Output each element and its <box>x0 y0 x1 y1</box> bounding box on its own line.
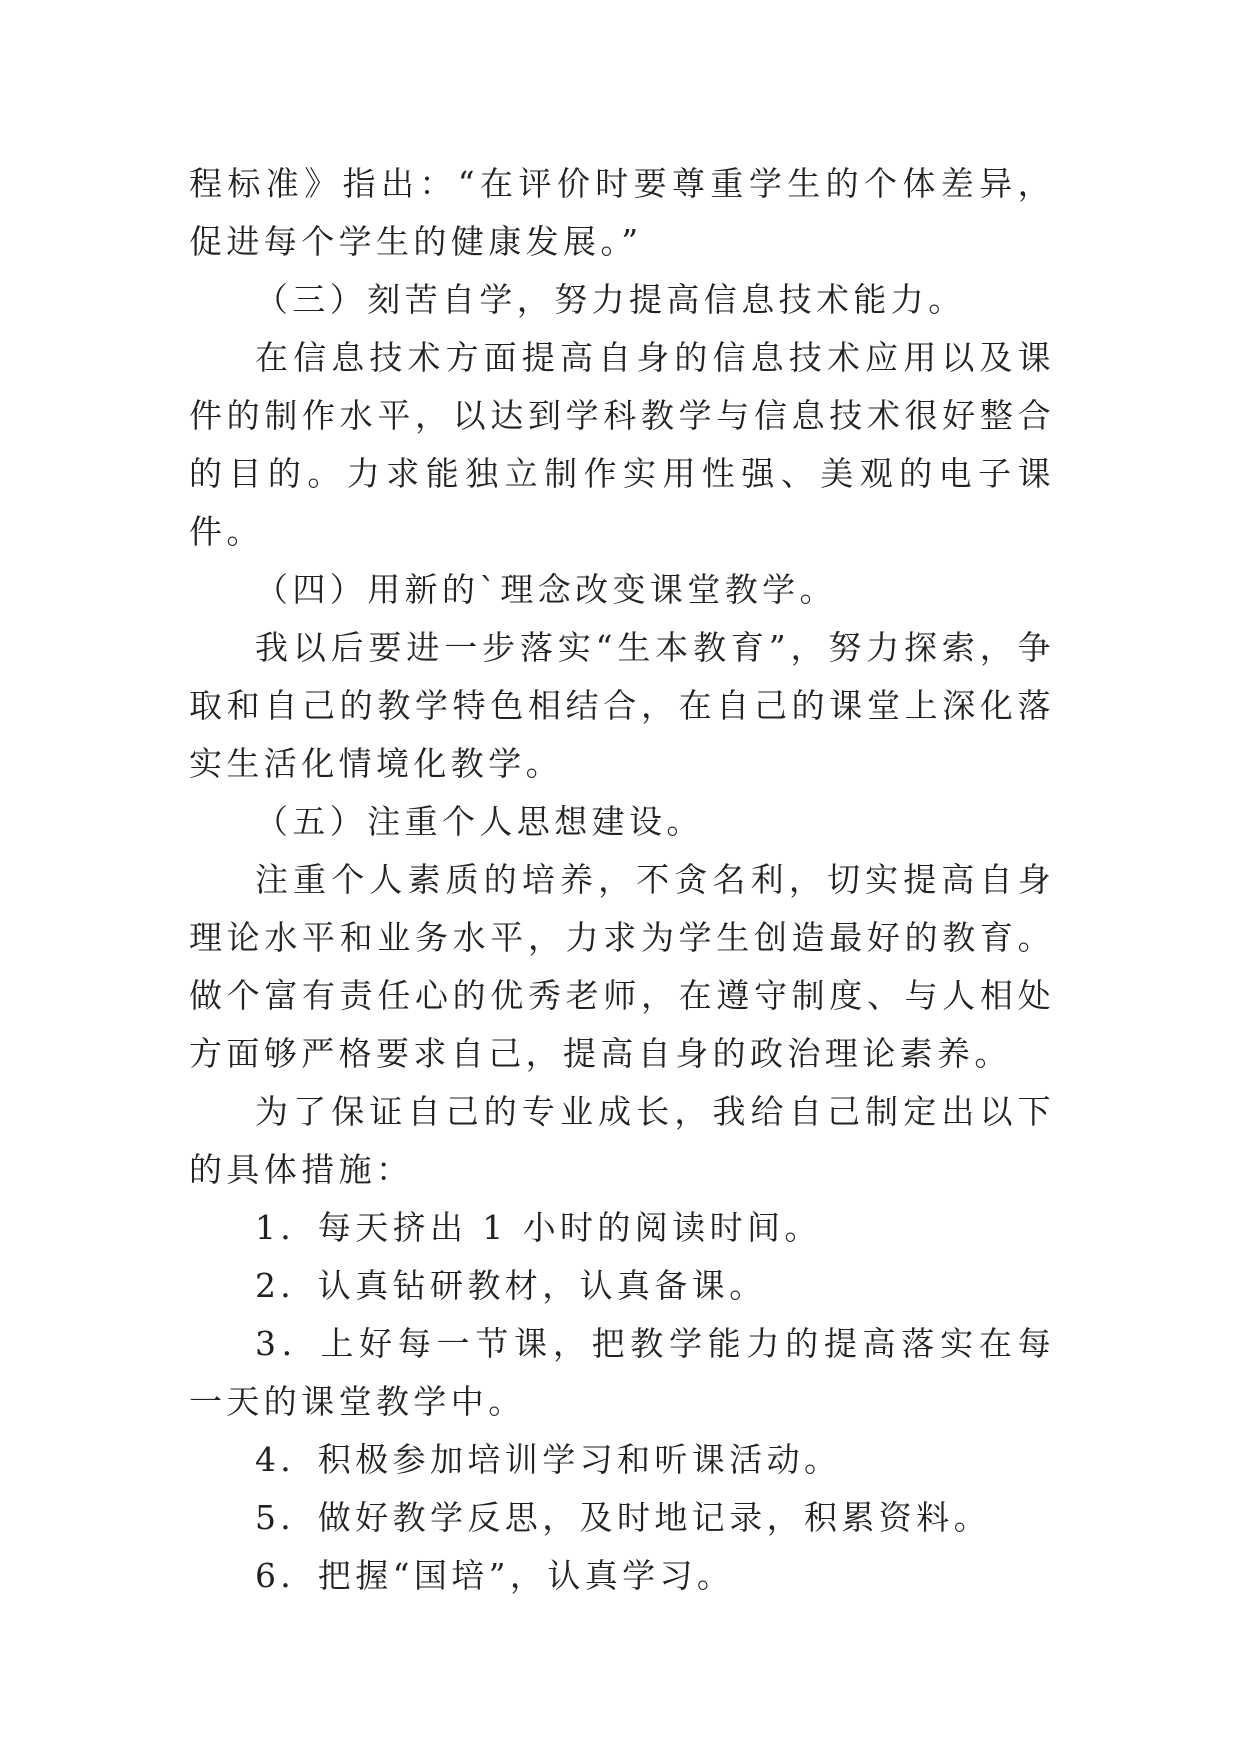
list-item-measure-6: 6．把握“国培”，认真学习。 <box>255 1556 735 1595</box>
document-body <box>189 155 1055 1605</box>
heading-section-5: （五）注重个人思想建设。 <box>255 802 704 841</box>
paragraph-it-skills: 在信息技术方面提高自身的信息技术应用以及课件的制作水平，以达到学科教学与信息技术很好整合的目的。力求能独立制作实用性强、美观的电子课件。 <box>189 338 1055 551</box>
list-item-measure-4: 4．积极参加培训学习和听课活动。 <box>255 1440 842 1479</box>
paragraph-standard-quote: 程标准》指出：“在评价时要尊重学生的个体差异，促进每个学生的健康发展。” <box>189 164 1055 261</box>
paragraph-personal-development: 注重个人素质的培养，不贪名利，切实提高自身理论水平和业务水平，力求为学生创造最好的教育。做个富有责任心的优秀老师，在遵守制度、与人相处方面够严格要求自己，提高自身的政治理论素养。 <box>189 860 1055 1073</box>
list-item-measure-1: 1．每天挤出 1 小时的阅读时间。 <box>255 1208 822 1247</box>
list-item-measure-3: 3．上好每一节课，把教学能力的提高落实在每一天的课堂教学中。 <box>189 1324 1055 1421</box>
paragraph-measures-intro: 为了保证自己的专业成长，我给自己制定出以下的具体措施： <box>189 1092 1055 1189</box>
list-item-measure-5: 5．做好教学反思，及时地记录，积累资料。 <box>255 1498 991 1537</box>
list-item-measure-2: 2．认真钻研教材，认真备课。 <box>255 1266 767 1305</box>
paragraph-new-concepts: 我以后要进一步落实“生本教育”，努力探索，争取和自己的教学特色相结合，在自己的课堂上深化落实生活化情境化教学。 <box>189 628 1055 783</box>
heading-section-3: （三）刻苦自学，努力提高信息技术能力。 <box>255 280 966 319</box>
heading-section-4: （四）用新的`理念改变课堂教学。 <box>255 570 837 609</box>
